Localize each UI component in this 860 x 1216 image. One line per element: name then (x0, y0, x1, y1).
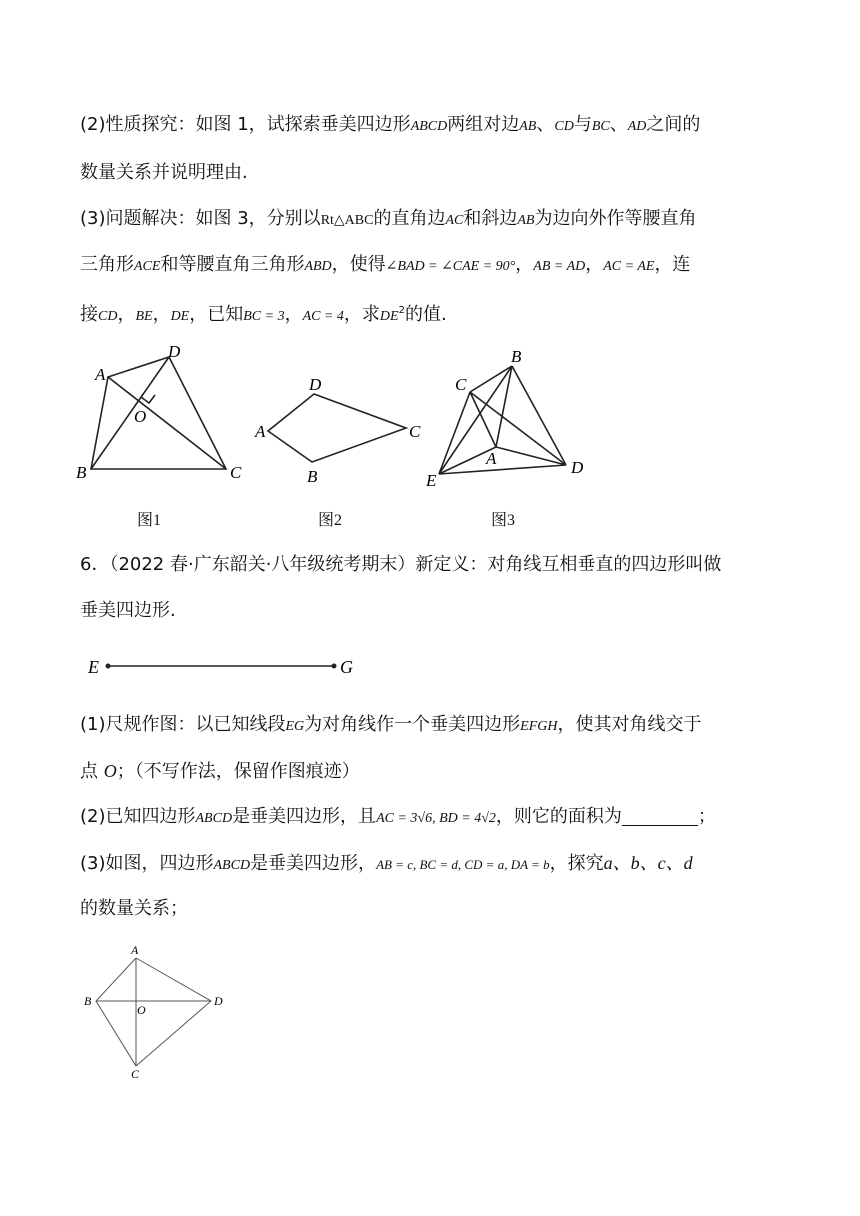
fig3-label-e: E (426, 471, 437, 490)
q6-part1-line2: 点 O；（不写作法，保留作图痕迹） (80, 761, 360, 782)
segment-label-g: G (340, 657, 353, 677)
fig1-label-b: B (76, 463, 87, 482)
fig4-label-b: B (84, 994, 92, 1008)
fig2-label-d: D (309, 375, 322, 394)
q5-part3-line1: (3)问题解决：如图 3，分别以Rt△ABC的直角边AC和斜边AB为边向外作等腰直角 (80, 208, 697, 229)
fig1-label-d: D (168, 342, 181, 361)
fig3-label-b: B (511, 347, 522, 366)
q6-part3-line1: (3)如图，四边形ABCD是垂美四边形，AB = c, BC = d, CD = a, DA = b，探究a、b、c、d (80, 853, 693, 874)
figure-2 (268, 394, 406, 462)
fig4-label-o: O (137, 1003, 146, 1017)
fig3-label-a: A (486, 449, 497, 468)
fig3-label-d: D (571, 458, 584, 477)
q5-part3-line3: 接CD，BE，DE，已知BC = 3，AC = 4，求$DE^2$的值. (80, 304, 447, 325)
q6-part1-line1: (1)尺规作图：以已知线段EG为对角线作一个垂美四边形EFGH，使其对角线交于 (80, 714, 702, 735)
fig3-caption: 图3 (491, 512, 516, 529)
fig1-label-o: O (134, 407, 147, 426)
q6-header-line1: 6．（2022 春·广东韶关·八年级统考期末）新定义：对角线互相垂直的四边形叫做 (80, 554, 722, 575)
q6-header-line2: 垂美四边形. (80, 600, 176, 621)
q5-part2-line2: 数量关系并说明理由. (80, 162, 248, 183)
segment-eg (106, 664, 337, 669)
fig2-caption: 图2 (318, 512, 343, 529)
fig3-label-c: C (455, 375, 467, 394)
figure-4 (96, 958, 211, 1066)
fig1-label-c: C (230, 463, 242, 482)
q6-part2-line: (2)已知四边形ABCD是垂美四边形，且AC = 3√6, BD = 4√2，则它的面积为 ； (80, 806, 716, 827)
answer-blank[interactable] (622, 805, 698, 826)
fig1-label-a: A (95, 365, 106, 384)
fig4-label-a: A (131, 943, 139, 957)
fig4-label-d: D (214, 994, 223, 1008)
segment-label-e: E (88, 657, 99, 677)
q5-part2-line1: (2)性质探究：如图 1，试探索垂美四边形ABCD两组对边AB、CD与BC、AD之间的 (80, 114, 701, 135)
fig4-label-c: C (131, 1067, 140, 1081)
q5-part3-line2: 三角形ACE和等腰直角三角形ABD，使得∠BAD = ∠CAE = 90°，AB = AD，AC = AE，连 (80, 254, 691, 275)
fig2-label-b: B (307, 467, 318, 486)
fig1-caption: 图1 (137, 512, 162, 529)
fig2-label-a: A (255, 422, 266, 441)
q6-part3-line2: 的数量关系； (80, 898, 188, 919)
fig2-label-c: C (409, 422, 421, 441)
